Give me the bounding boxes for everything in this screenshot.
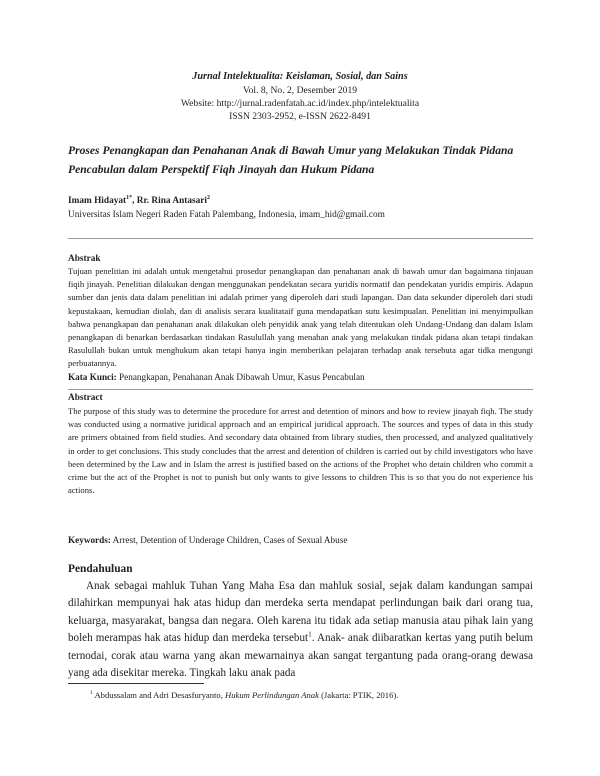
author-separator: , <box>132 196 137 206</box>
abstrak-heading: Abstrak <box>68 254 101 264</box>
pendahuluan-heading: Pendahuluan <box>68 563 133 575</box>
pendahuluan-text-part2: . Anak- anak diibaratkan kertas yang putih belum ternodai, corak atau warna yang akan mewarnainya akan sangat tergantung pada orang-orang dewasa yang ada disekitar mereka. Tingkah laku anak pada <box>68 632 534 680</box>
divider <box>68 238 533 239</box>
divider <box>68 389 533 390</box>
abstract-text: The purpose of this study was to determine the procedure for arrest and detention of minors and how to review jinayah fiqh. The study was conducted using a normative juridical approach and an empirical juridical approach. The sources and types of data in this study are primers obtained from field studies. And secondary data obtained from library studies, then processed, and analyzed qualitatively in order to get conclusions. This study concludes that the arrest and detention of children is carried out by child investigators who have been determined by the Law and in Islam the arrest is justified based on the actions of the Prophet who detain children who commit a crime but the act of the Prophet is not to punish but only wants to give lessons to children This is so that you do not experience his actions. <box>68 406 533 496</box>
kata-kunci-label: Kata Kunci: <box>68 372 117 382</box>
author-affiliation: Universitas Islam Negeri Raden Fatah Palembang, Indonesia, imam_hid@gmail.com <box>68 210 385 220</box>
footnote <box>90 690 398 700</box>
footnote-divider <box>68 683 204 684</box>
kata-kunci-values: Penangkapan, Penahanan Anak Dibawah Umur, Kasus Pencabulan <box>116 372 365 382</box>
pendahuluan-text-part1: Anak sebagai mahluk Tuhan Yang Maha Esa dan mahluk sosial, sejak dalam kandungan sampai dilahirkan mempunyai hak atas hidup dan merdeka serta mendapat perlindungan baik dari orang tua, keluarga, masyarakat, bangsa dan negara. Oleh karena itu tidak ada setiap manusia atau pihak lain yang boleh merampas hak atas hidup dan merdeka tersebut <box>68 580 533 645</box>
paper-title: Proses Penangkapan dan Penahanan Anak di Bawah Umur yang Melakukan Tindak Pidana Pencabulan dalam Perspektif Fiqh Jinayah dan Hukum Pidana <box>68 144 514 176</box>
journal-website[interactable]: Website: http://jurnal.radenfatah.ac.id/index.php/intelektualita <box>180 98 420 109</box>
footnote-ref[interactable]: 1 <box>308 630 312 639</box>
abstract-heading: Abstract <box>68 393 103 403</box>
kata-kunci <box>68 372 365 382</box>
author-marker: 1* <box>126 194 133 201</box>
keywords-values: Arrest, Detention of Underage Children, Cases of Sexual Abuse <box>110 535 348 545</box>
journal-issn: ISSN 2303-2952, e-ISSN 2622-8491 <box>229 111 371 122</box>
author-marker: 2 <box>206 194 210 201</box>
abstrak-text: Tujuan penelitian ini adalah untuk mengetahui prosedur penangkapan dan penahanan anak di bawah umur dan bagaimana tinjauan fiqih jinayah. Penelitian dilakukan dengan menggunakan pendekatan secara yuridis normatif dan pendekatan yuridis empiris. Adapun sumber dan jenis data dalam penelitian ini adalah primer yang diperoleh dari studi lapangan. Dan data sekunder diperoleh dari studi kepustakaan, kemudian diolah, dan di analisis secara kualitataif guna mendapatkan sutu kesimpualan. Penelitian ini menyimpulkan bahwa penangkapan dan penahanan anak dilakukan oleh penyidik anak yang telah ditentukan oleh Undang-Undang dan dalam Islam penangkapan di benarkan berdasarkan tindakan Rasulullah yang menahan anak yang melakukan tindak pidana akan tetapi tindakan Rasulullah bukan untuk menghukum akan tetapi hanya ingin memberikan pelajaran terhadap anak tersebuta agar tidka mengungi perbuatannya. <box>68 266 533 369</box>
author-list <box>68 196 210 206</box>
footnote-publisher: (Jakarta: PTIK, 2016). <box>318 690 399 700</box>
footnote-number: 1 <box>90 690 93 697</box>
journal-name: Jurnal Intelektualita: Keislaman, Sosial, dan Sains <box>192 71 408 82</box>
footnote-text: Abdussalam and Adri Desasfuryanto, <box>92 690 226 700</box>
journal-volume: Vol. 8, No. 2, Desember 2019 <box>242 85 358 96</box>
journal-header <box>0 70 600 123</box>
keywords-label: Keywords: <box>68 535 111 545</box>
footnote-book-title: Hukum Perlindungan Anak <box>225 690 319 700</box>
pendahuluan-text <box>68 578 533 682</box>
author-name: Imam Hidayat <box>68 196 127 206</box>
keywords <box>68 535 347 545</box>
author-name: Rr. Rina Antasari <box>136 196 207 206</box>
